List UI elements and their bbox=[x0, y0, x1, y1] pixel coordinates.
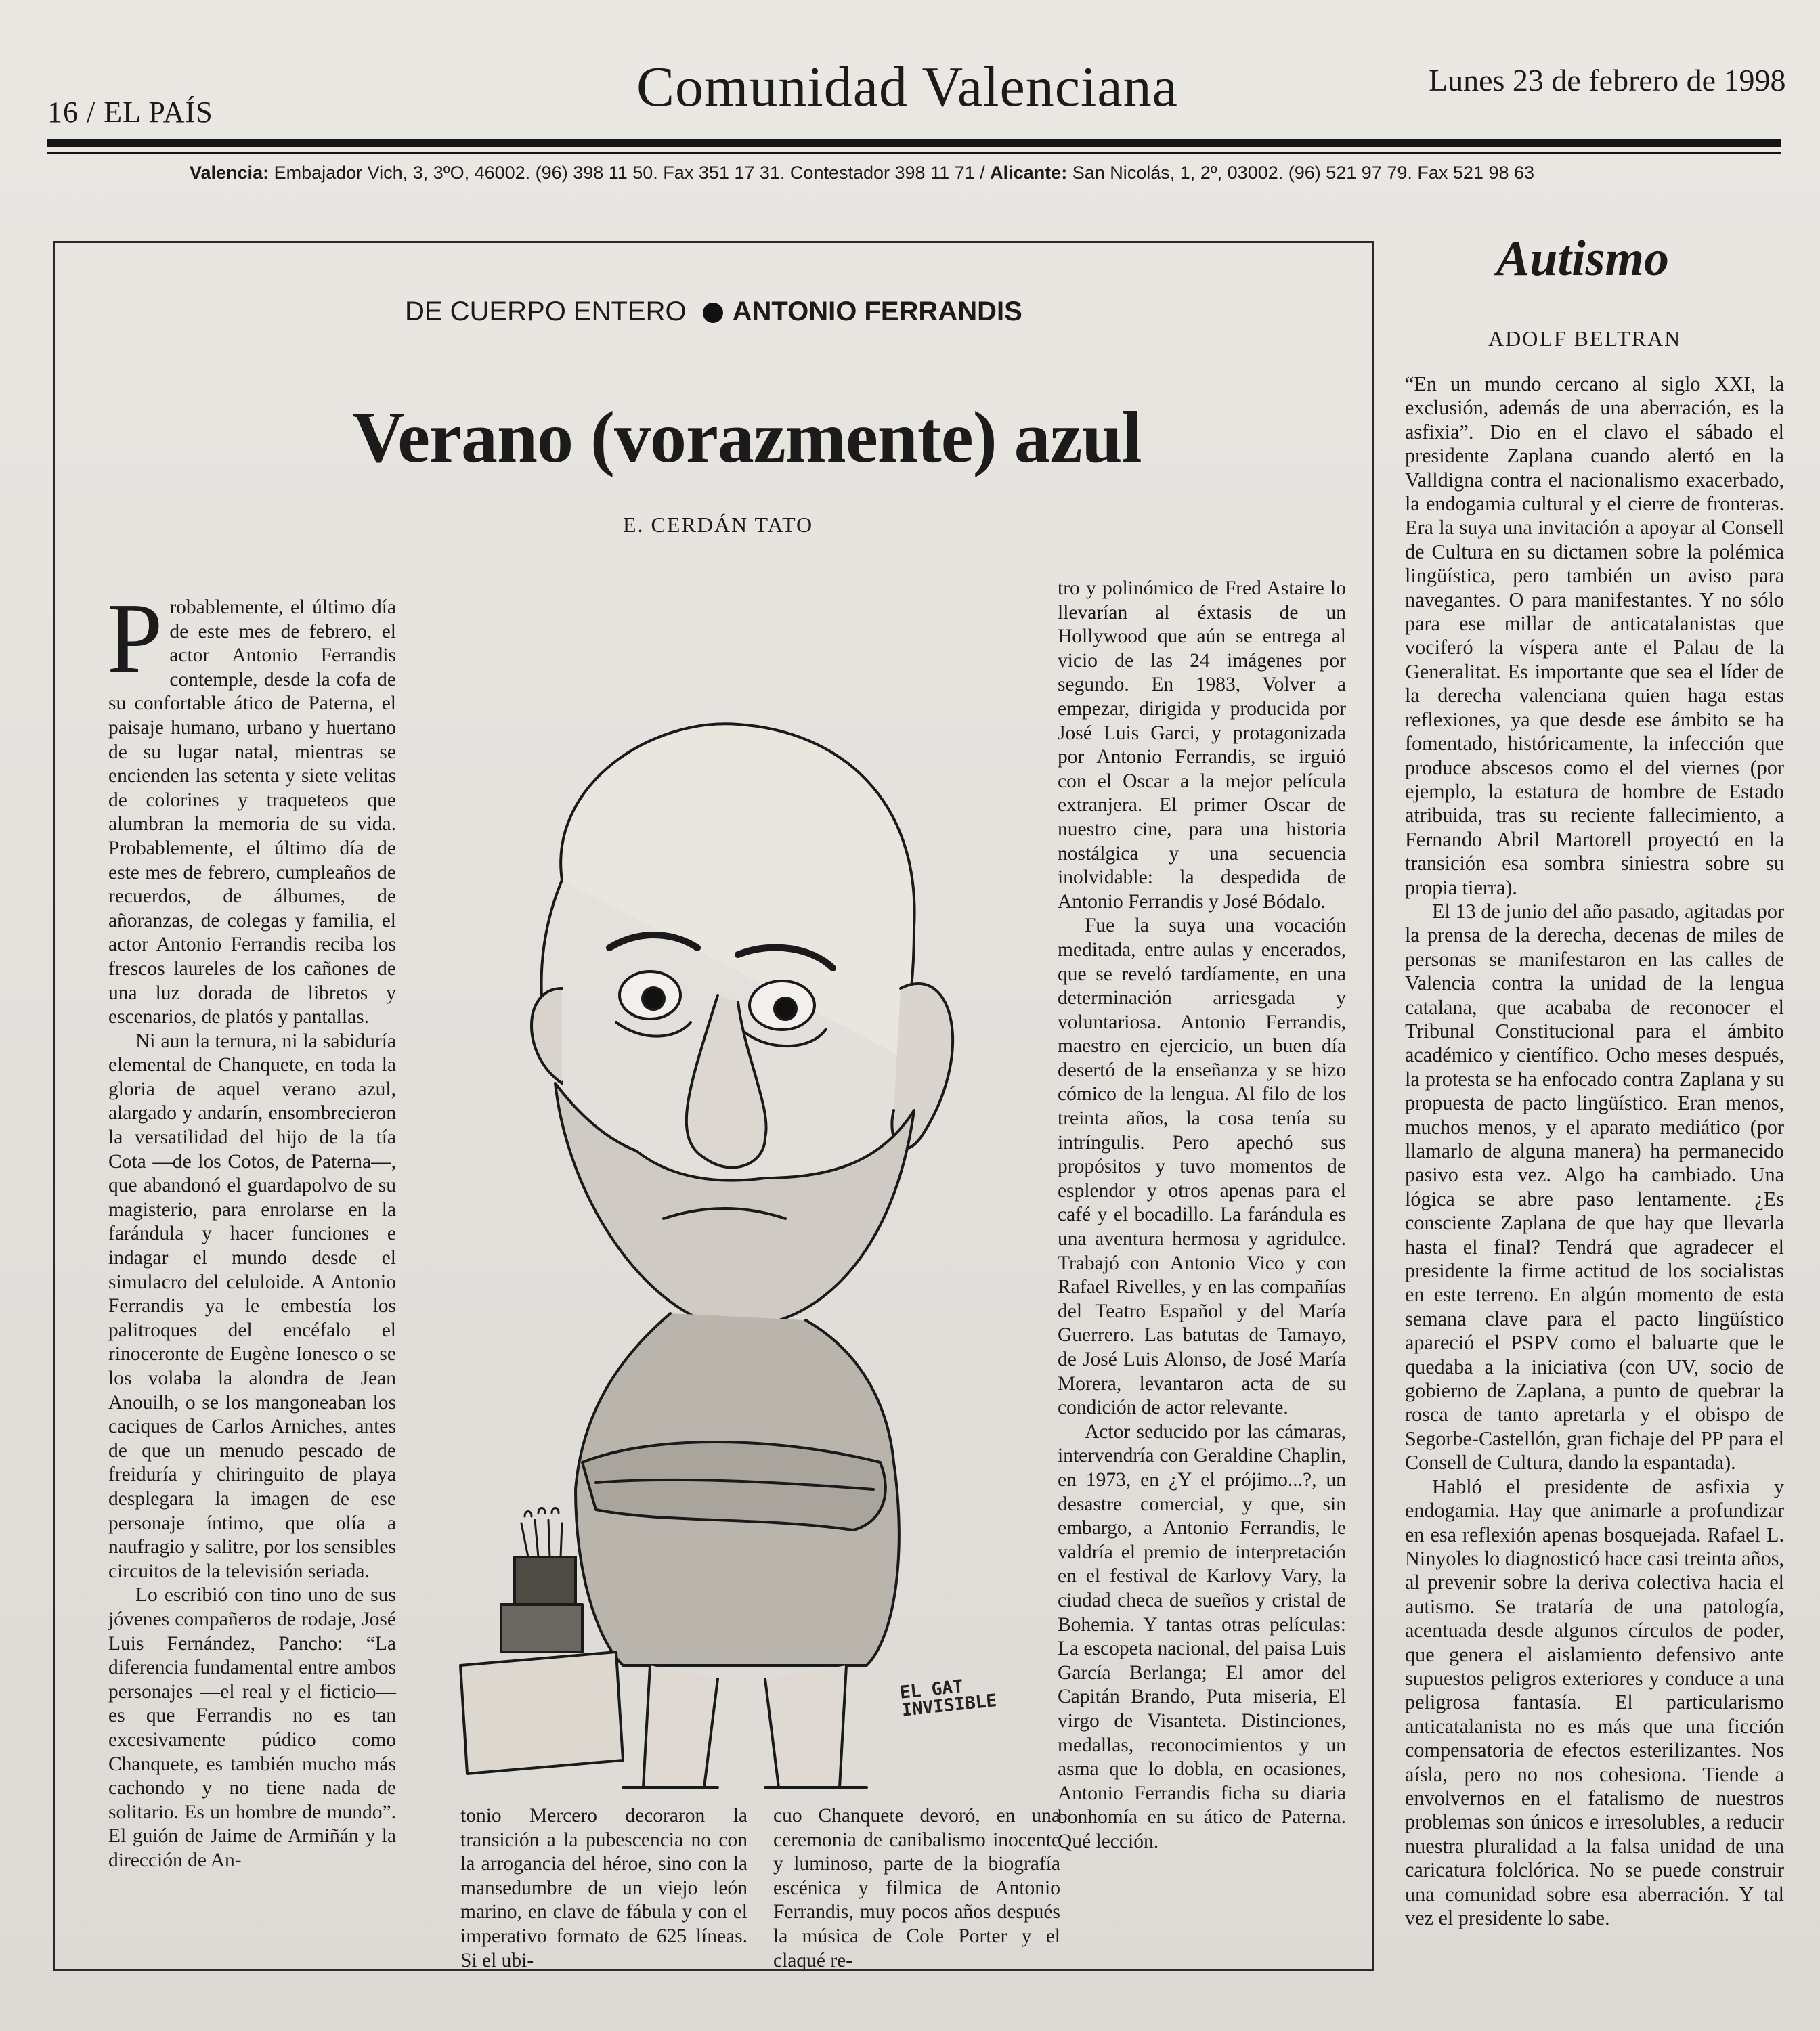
article-paragraph: tro y polinómico de Fred Astaire lo llevarían al éxtasis de un Hollywood que aún se entrega al vicio de las 24 imágenes por segundo. En 1983, Volver a empezar, dirigida y producida por José Luis Garci, y protagonizada por Antonio Ferrandis, se irguió con el Oscar a la mejor película extranjera. El primer Oscar de nuestro cine, para una historia nostálgica y una secuencia inolvidable: la despedida de Antonio Ferrandis y José Bódalo. bbox=[1058, 577, 1346, 913]
article-column-4 bbox=[1058, 577, 1346, 1854]
article-paragraph: Lo escribió con tino uno de sus jóvenes compañeros de rodaje, José Luis Fernández, Pancho: “La diferencia fundamental entre ambos personajes —el real y el ficticio— es que Ferrandis no es tan excesivamente púdico como Chanquete, es también mucho más cachondo y no tiene nada de solitario. Es un hombre de mundo”. El guión de Jaime de Armiñán y la dirección de An- bbox=[108, 1584, 396, 1871]
illustrator-signature: EL GAT INVISIBLE bbox=[898, 1676, 998, 1721]
article-headline: Verano (vorazmente) azul bbox=[352, 397, 1142, 478]
article-paragraph: Probablemente, el último día de este mes de febrero, el actor Antonio Ferrandis contemple, desde la cofa de su confortable ático de Paterna, el paisaje humano, urbano y huertano de su lugar natal, mientras se encienden las setenta y siete velitas de colorines y traqueteos que alumbran la memoria de su vida. Probablemente, el último día de este mes de febrero, cumpleaños de recuerdos, de álbumes, de añoranzas, de colegas y familia, el actor Antonio Ferrandis reciba los frescos laureles de los cañones de una luz dorada de libretos y escenarios, de platós y pantallas. bbox=[107, 583, 396, 1028]
article-column-2 bbox=[460, 1804, 748, 1973]
section-title: Comunidad Valenciana bbox=[636, 56, 1178, 118]
page-number: 16 / EL PAÍS bbox=[47, 95, 213, 129]
article-kicker bbox=[405, 297, 1022, 327]
article-paragraph: cuo Chanquete devoró, en una ceremonia de canibalismo inocente y luminoso, parte de la biografía escénica y filmica de Antonio Ferrandis, muy pocos años después la música de Cole Porter y el claqué re- bbox=[773, 1805, 1060, 1971]
alicante-label: Alicante: bbox=[990, 162, 1068, 183]
article-paragraph: tonio Mercero decoraron la transición a la pubescencia no con la arrogancia del héroe, sino con la mansedumbre de un viejo león marino, en clave de fábula y con el imperativo formato de 625 líneas. Si el ubi- bbox=[460, 1805, 748, 1971]
article-paragraph: Ni aun la ternura, ni la sabiduría elemental de Chanquete, en toda la gloria de aquel verano azul, alargado y andarín, ensombrecieron la versatilidad del hijo de la tía Cota —de los Cotos, de Paterna—, que abandonó el guardapolvo de su magisterio, para enrolarse en la farándula y hacer funciones e indagar el mundo desde el simulacro del celuloide. A Antonio Ferrandis ya le embestía los palitroques del encéfalo el rinoceronte de Eugène Ionesco o se los volaba la alondra de Jean Anouilh, o se los mangoneaban los caciques de Carlos Arniches, antes de que un menudo pescado de freiduría y chiringuito de playa desplegara la imagen de ese personaje íntimo, que olía a naufragio y salitre, por los sensibles circuitos de la televisión seriada. bbox=[108, 1030, 396, 1582]
masthead-rule-thin bbox=[47, 152, 1781, 154]
opinion-title: Autismo bbox=[1496, 231, 1669, 286]
article-byline: E. CERDÁN TATO bbox=[623, 512, 814, 537]
kicker-name: ANTONIO FERRANDIS bbox=[732, 297, 1022, 326]
kicker-label: DE CUERPO ENTERO bbox=[405, 297, 687, 326]
article-column-3 bbox=[773, 1804, 1060, 1973]
opinion-column bbox=[1405, 372, 1784, 1930]
contact-address-line bbox=[190, 162, 1534, 183]
opinion-paragraph: El 13 de junio del año pasado, agitadas por la prensa de la derecha, decenas de miles de personas se manifestaron en las calles de Valencia contra la unidad de la lengua catalana, que acababa de reconocer el Tribunal Constitucional para el ámbito académico y científico. Ocho meses después, la protesta se ha enfocado contra Zaplana y su propuesta de pacto lingüístico. Eran menos, muchos menos, y el aparato mediático (por llamarlo de alguna manera) ha permanecido pasivo esta vez. Algo ha cambiado. Una lógica se abre paso lentamente. ¿Es consciente Zaplana de que hay que llevarla hasta el final? Tendrá que agradecer el presidente la firme actitud de los socialistas en este terreno. En algún momento de esta semana clave para el pacto lingüístico apareció el PSPV como el baluarte que le quedaba a la iniciativa (con UV, socio de gobierno de Zaplana, a punto de quebrar la rosca de tanto apretarla y el obispo de Segorbe-Castellón, gran fichaje del PP para el Consell de Cultura, dando la espantada). bbox=[1405, 899, 1784, 1475]
drop-cap: P bbox=[107, 583, 163, 694]
valencia-label: Valencia: bbox=[190, 162, 269, 183]
article-paragraph: Actor seducido por las cámaras, intervendría con Geraldine Chaplin, en 1973, en ¿Y el prójimo...?, un desastre comercial, y que, sin embargo, a Antonio Ferrandis, le valdría el premio de interpretación en el festival de Karlovy Vary, la ciudad checa de sueños y cristal de Bohemia. Y tantas otras películas: La escopeta nacional, del paisa Luis García Berlanga; El amor del Capitán Brando, Puta miseria, El virgo de Visanteta. Distinciones, medallas, reconocimientos y un asma que lo dobla, en ocasiones, Antonio Ferrandis ficha su diaria bonhomía en su ático de Paterna. Qué lección. bbox=[1058, 1420, 1346, 1852]
caricature-illustration bbox=[447, 704, 1029, 1801]
opinion-author: ADOLF BELTRAN bbox=[1488, 326, 1682, 351]
valencia-address: Embajador Vich, 3, 3ºO, 46002. (96) 398 11 50. Fax 351 17 31. Contestador 398 11 71 / bbox=[269, 162, 991, 183]
article-paragraph: Fue la suya una vocación meditada, entre aulas y encerados, que se reveló tardíamente, en una determinación arriesgada y voluntariosa. Antonio Ferrandis, maestro en ejercicio, un buen día desertó de la enseñanza y se hizo cómico de la lengua. Al filo de los treinta años, la cosa tenía su intríngulis. Pero apechó sus propósitos y tuvo momentos de esplendor y otros apenas para el café y el bocadillo. La farándula es una aventura hermosa y agridulce. Trabajó con Antonio Vico y con Rafael Rivelles, y en las compañías del Teatro Español y del María Guerrero. Las batutas de Tamayo, de José Luis Alonso, de José María Morera, levantaron acta de su condición de actor relevante. bbox=[1058, 915, 1346, 1419]
issue-date: Lunes 23 de febrero de 1998 bbox=[1429, 63, 1786, 97]
article-column-1 bbox=[107, 583, 396, 1873]
masthead-rule bbox=[47, 139, 1781, 147]
bullet-icon bbox=[703, 303, 723, 323]
opinion-paragraph: “En un mundo cercano al siglo XXI, la exclusión, además de una aberración, es la asfixia”. Dio en el clavo el sábado el presidente Zaplana cuando alertó en la Valldigna contra el nacionalismo exacerbado, la endogamia cultural y el cierre de fronteras. Era la suya una invitación a apoyar al Consell de Cultura en su dictamen sobre la polémica lingüística, pero también un aviso para navegantes. O para manifestantes. Y no sólo para ese millar de anticatalanistas que vociferó la víspera ante el Palau de la Generalitat. Es importante que sea el líder de la derecha valenciana quien haga estas reflexiones, ya que desde ese ámbito se ha fomentado, históricamente, la infección que produce abscesos como el del viernes (por ejemplo, la estatura de hombre de Estado atribuida, tras su reciente fallecimiento, a Fernando Abril Martorell proyectó en la transición esa sombra siniestra sobre su propia tierra). bbox=[1405, 372, 1784, 899]
opinion-paragraph: Habló el presidente de asfixia y endogamia. Hay que animarle a profundizar en esa reflexión apenas bosquejada. Rafael L. Ninyoles lo diagnosticó hace casi treinta años, al prevenir sobre la deriva colectiva hacia el autismo. Se trataría de una patología, acentuada desde algunos círculos de poder, que genera el aislamiento defensivo ante supuestos peligros exteriores y conduce a una peligrosa fantasía. El particularismo anticatalanista no es más que una ficción compensatoria de efectos esterilizantes. Nos aísla, pero no nos cohesiona. Tiende a envolvernos en el fatalismo de nuestros problemas son únicos e irresolubles, a reducir nuestra pluralidad a la falsa unidad de una caricatura folclórica. No se puede construir una comunidad sobre esa aberración. Y tal vez el presidente lo sabe. bbox=[1405, 1475, 1784, 1929]
alicante-address: San Nicolás, 1, 2º, 03002. (96) 521 97 79. Fax 521 98 63 bbox=[1067, 162, 1535, 183]
